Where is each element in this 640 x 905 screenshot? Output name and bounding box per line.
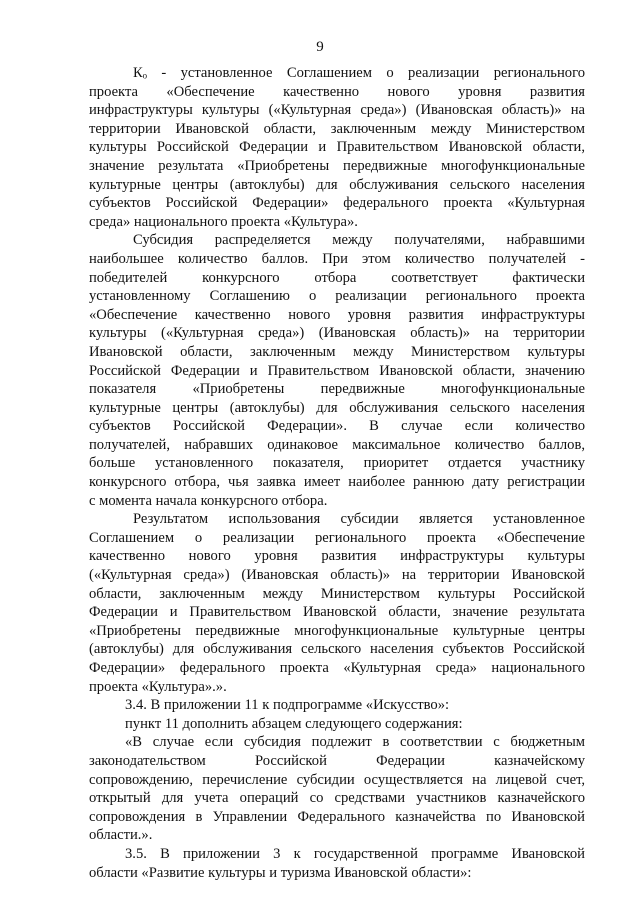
text-line: конкурсного отбора, чья заявка имеет наиболее раннюю дату регистрации xyxy=(89,474,585,491)
text-line: субъектов Российской Федерации». В случае если количество xyxy=(89,418,585,435)
text-line: с момента начала конкурсного отбора. xyxy=(89,492,328,509)
text-line: пункт 11 дополнить абзацем следующего содержания: xyxy=(125,715,463,732)
text-line: Федерации» федерального проекта «Культурная среда» национального xyxy=(89,660,585,676)
text-line: Федерации и Правительством Ивановской области, значение результата xyxy=(89,604,585,621)
text-line: культурные центры (автоклубы) для обслуживания сельского населения xyxy=(89,176,585,193)
text-line: Российской Федерации и Правительством Ивановской области, значению xyxy=(89,362,585,379)
text-line: проекта «Культура».». xyxy=(89,678,227,695)
text-line: области «Развитие культуры и туризма Ивановской области»: xyxy=(89,864,472,881)
text-line: установленному Соглашению о реализации регионального проекта xyxy=(89,288,585,305)
text-line: больше установленного показателя, приоритет отдается участнику xyxy=(89,455,585,472)
text-line: (автоклубы) для обслуживания сельского населения субъектов Российской xyxy=(89,641,585,658)
text-line: получателей, набравших одинаковое максимальное количество баллов, xyxy=(89,436,585,453)
text-line: сопровождения в Управлении Федерального казначейства по Ивановской xyxy=(89,808,585,825)
text-line: наибольшее количество баллов. При этом количество получателей - xyxy=(89,250,585,267)
text-line: области, заключенным между Министерством культуры Российской xyxy=(89,585,585,602)
text-line: «Обеспечение качественно нового уровня развития инфраструктуры xyxy=(89,306,585,323)
text-line: «В случае если субсидия подлежит в соответствии с бюджетным xyxy=(125,734,585,751)
document-body xyxy=(89,64,585,882)
text-line: Соглашением о реализации регионального проекта «Обеспечение xyxy=(89,529,585,546)
text-line: сопровождению, перечисление субсидии осуществляется на лицевой счет, xyxy=(89,771,585,788)
text-line: области.». xyxy=(89,827,153,844)
text-line: Результатом использования субсидии является установленное xyxy=(133,511,585,528)
text-line: Ивановской области, заключенным между Министерством культуры xyxy=(89,343,585,360)
text-line: («Культурная среда») (Ивановская область)» на территории Ивановской xyxy=(89,567,585,584)
page-number: 9 xyxy=(316,39,324,55)
text-line: открытый для учета операций со средствами участников казначейского xyxy=(89,790,585,807)
text-line: победителей конкурсного отбора соответствует фактически xyxy=(89,269,585,286)
text-line: инфраструктуры культуры («Культурная среда») (Ивановская область)» на xyxy=(89,102,585,119)
text-line: субъектов Российской Федерации» федерального проекта «Культурная xyxy=(89,195,585,212)
text-line: среда» национального проекта «Культура». xyxy=(89,213,358,230)
text-line: 3.5. В приложении 3 к государственной программе Ивановской xyxy=(125,845,585,862)
text-line: культуры Российской Федерации и Правительством Ивановской области, xyxy=(89,139,585,156)
text-line: проекта «Обеспечение качественно нового уровня развития xyxy=(89,83,585,100)
text-line: Субсидия распределяется между получателями, набравшими xyxy=(133,232,585,249)
text-line: показателя «Приобретены передвижные многофункциональные xyxy=(89,381,585,398)
text-line: «Приобретены передвижные многофункциональные культурные центры xyxy=(89,622,585,639)
text-line: 3.4. В приложении 11 к подпрограмме «Искусство»: xyxy=(125,697,450,714)
text-line: законодательством Российской Федерации казначейскому xyxy=(89,752,585,769)
text-line: культуры («Культурная среда») (Ивановская область)» на территории xyxy=(89,325,585,342)
text-line: качественно нового уровня развития инфраструктуры культуры xyxy=(89,548,585,565)
text-line: культурные центры (автоклубы) для обслуживания сельского населения xyxy=(89,399,585,416)
text-line: значение результата «Приобретены передвижные многофункциональные xyxy=(89,157,585,174)
text-line: Кₒ - установленное Соглашением о реализации регионального xyxy=(133,65,585,81)
text-line: территории Ивановской области, заключенным между Министерством xyxy=(89,120,585,137)
